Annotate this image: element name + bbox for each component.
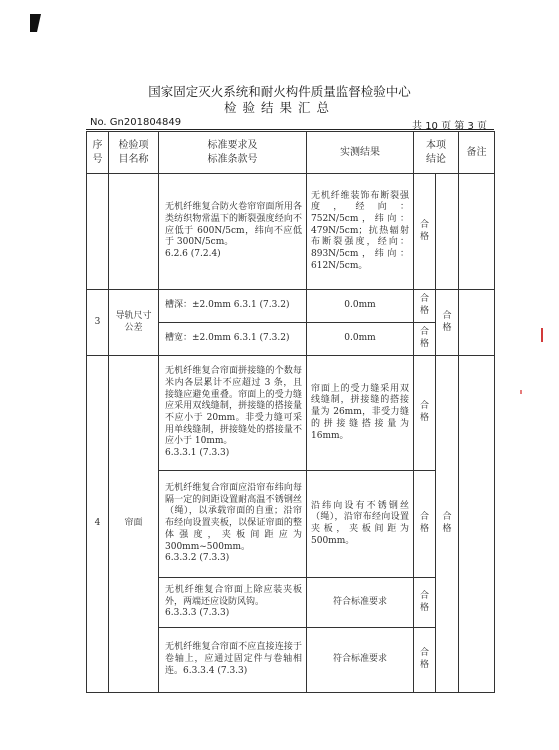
col-conclusion-header: 本项 结论 bbox=[414, 132, 459, 174]
red-stamp-mark bbox=[520, 390, 522, 394]
remark-cell bbox=[459, 356, 495, 693]
result-cell: 沿纬向设有不锈钢丝（绳），沿帘布经向设置夹板，夹板间距为 500mm。 bbox=[307, 471, 414, 578]
table-row bbox=[87, 290, 495, 323]
verdict-cell: 合 格 bbox=[414, 628, 436, 693]
item-cell: 导轨尺寸 公差 bbox=[109, 290, 159, 356]
result-cell: 符合标准要求 bbox=[307, 628, 414, 693]
requirement-cell: 无机纤维复合帘面拼接缝的个数每米内各层累计不应超过 3 条，且接缝应避免重叠。帘面上的受力缝应采用双线缝制，拼接缝的搭接量不应小于 20mm。非受力缝可采用单线缝制，拼接缝处的搭接量不应小于 10mm。 6.3.3.1 (7.3.3) bbox=[159, 356, 307, 471]
corner-mark bbox=[30, 14, 41, 32]
item-cell bbox=[109, 174, 159, 290]
page-info: 共 10 页 第 3 页 bbox=[412, 121, 487, 132]
result-cell: 0.0mm bbox=[307, 323, 414, 356]
col-requirement-header: 标准要求及 标准条款号 bbox=[159, 132, 307, 174]
remark-cell bbox=[459, 174, 495, 290]
remark-cell bbox=[459, 290, 495, 356]
overall-cell bbox=[436, 174, 459, 290]
col-remark-header: 备注 bbox=[459, 132, 495, 174]
header-rule bbox=[86, 129, 494, 130]
red-stamp-mark bbox=[541, 328, 543, 342]
verdict-cell: 合 格 bbox=[414, 356, 436, 471]
col-result-header: 实测结果 bbox=[307, 132, 414, 174]
item-cell: 帘面 bbox=[109, 356, 159, 693]
table-row bbox=[87, 174, 495, 290]
verdict-cell: 合 格 bbox=[414, 290, 436, 323]
table-header-row bbox=[87, 132, 495, 174]
verdict-cell: 合 格 bbox=[414, 471, 436, 578]
verdict-cell: 合 格 bbox=[414, 174, 436, 290]
requirement-cell: 槽宽：±2.0mm 6.3.1 (7.3.2) bbox=[159, 323, 307, 356]
result-cell: 0.0mm bbox=[307, 290, 414, 323]
result-cell: 无机纤维装饰布断裂强度，经向：752N/5cm，纬向：479N/5cm；抗热辐射布断裂强度，经向：893N/5cm，纬向：612N/5cm。 bbox=[307, 174, 414, 290]
requirement-cell: 无机纤维复合帘面上除应装夹板外，两端还应设防风钩。 6.3.3.3 (7.3.3) bbox=[159, 578, 307, 628]
requirement-cell: 无机纤维复合防火卷帘帘面所用各类纺织物常温下的断裂强度经向不应低于 600N/5cm，纬向不应低于 300N/5cm。 6.2.6 (7.2.4) bbox=[159, 174, 307, 290]
seq-cell: 4 bbox=[87, 356, 109, 693]
requirement-cell: 槽深：±2.0mm 6.3.1 (7.3.2) bbox=[159, 290, 307, 323]
overall-cell: 合 格 bbox=[436, 290, 459, 356]
col-item-header: 检验项 目名称 bbox=[109, 132, 159, 174]
result-cell: 符合标准要求 bbox=[307, 578, 414, 628]
requirement-cell: 无机纤维复合帘面应沿帘布纬向每隔一定的间距设置耐高温不锈钢丝（绳），以承载帘面的自重；沿帘布经向设置夹板，以保证帘面的整体强度，夹板间距应为 300mm~500mm。 6.3.3.2 (7.3.3) bbox=[159, 471, 307, 578]
results-table bbox=[86, 131, 495, 693]
requirement-cell: 无机纤维复合帘面不应直接连接于卷轴上，应通过固定件与卷轴相连。6.3.3.4 (7.3.3) bbox=[159, 628, 307, 693]
report-title: 国家固定灭火系统和耐火构件质量监督检验中心 bbox=[148, 84, 411, 99]
report-number: No. Gn201804849 bbox=[90, 117, 182, 128]
result-cell: 帘面上的受力缝采用双线缝制，拼接缝的搭接量为 26mm，非受力缝的拼接缝搭接量为 16mm。 bbox=[307, 356, 414, 471]
verdict-cell: 合 格 bbox=[414, 323, 436, 356]
verdict-cell: 合 格 bbox=[414, 578, 436, 628]
seq-cell bbox=[87, 174, 109, 290]
report-subtitle: 检验结果汇总 bbox=[223, 100, 335, 115]
table-row bbox=[87, 356, 495, 471]
seq-cell: 3 bbox=[87, 290, 109, 356]
col-seq-header: 序 号 bbox=[87, 132, 109, 174]
overall-cell: 合 格 bbox=[436, 356, 459, 693]
